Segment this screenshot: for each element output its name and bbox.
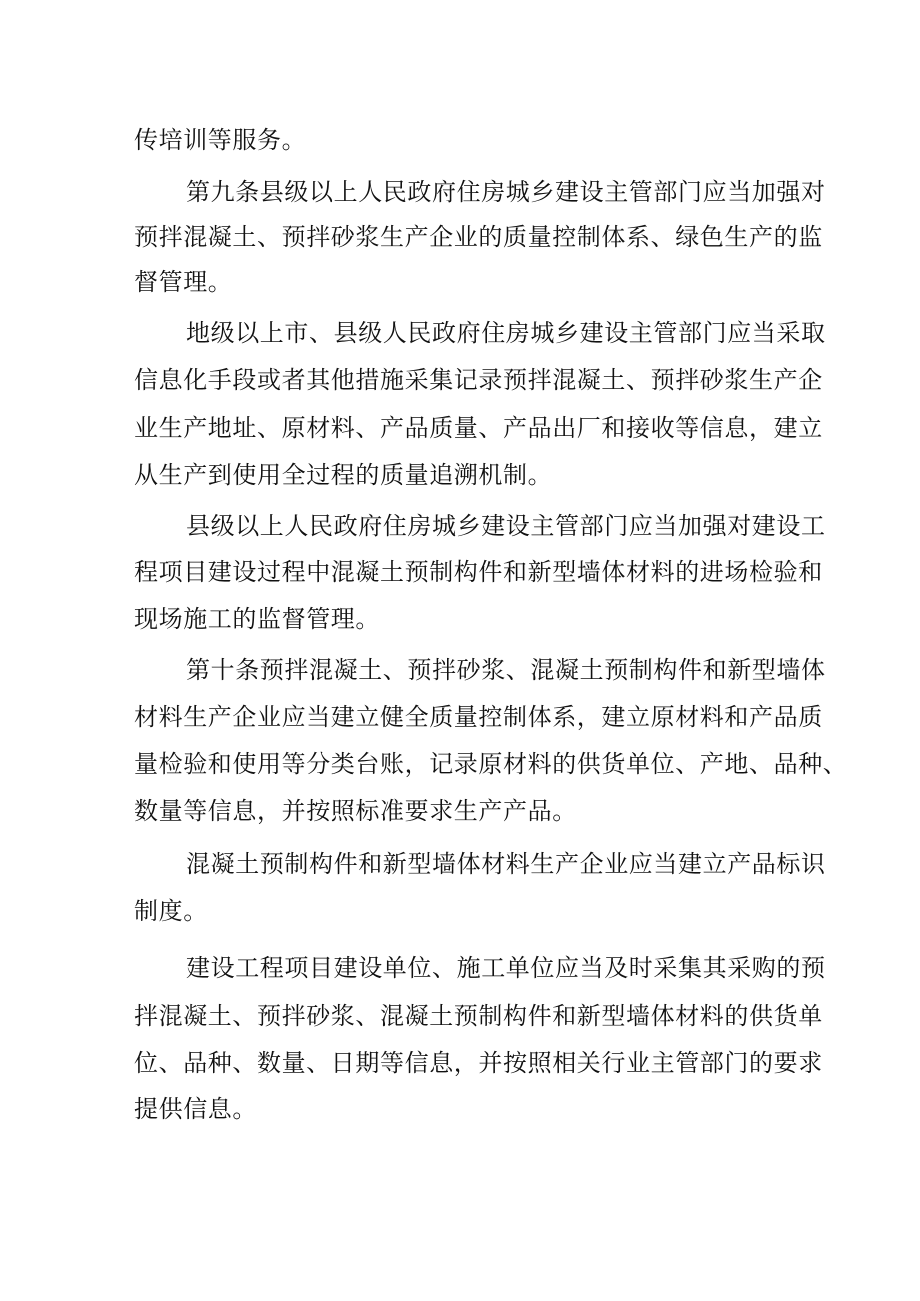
paragraph-line: 提供信息。 bbox=[134, 1095, 257, 1123]
paragraph-line: 建设工程项目建设单位、施工单位应当及时采集其采购的预 bbox=[186, 954, 826, 982]
paragraph-line: 传培训等服务。 bbox=[134, 126, 307, 154]
paragraph-line: 制度。 bbox=[134, 897, 208, 925]
paragraph-line: 业生产地址、原材料、产品质量、产品出厂和接收等信息，建立 bbox=[134, 414, 823, 442]
paragraph-line: 县级以上人民政府住房城乡建设主管部门应当加强对建设工 bbox=[186, 512, 826, 540]
paragraph-line: 数量等信息，并按照标准要求生产产品。 bbox=[134, 797, 577, 825]
paragraph-line: 督管理。 bbox=[134, 268, 233, 296]
paragraph-line: 预拌混凝土、预拌砂浆生产企业的质量控制体系、绿色生产的监 bbox=[134, 223, 823, 251]
paragraph-line: 第九条县级以上人民政府住房城乡建设主管部门应当加强对 bbox=[186, 178, 826, 206]
paragraph-line: 程项目建设过程中混凝土预制构件和新型墙体材料的进场检验和 bbox=[134, 558, 823, 586]
paragraph-line: 混凝土预制构件和新型墙体材料生产企业应当建立产品标识 bbox=[186, 850, 826, 878]
paragraph-line: 拌混凝土、预拌砂浆、混凝土预制构件和新型墙体材料的供货单 bbox=[134, 1002, 823, 1030]
paragraph-line: 现场施工的监督管理。 bbox=[134, 605, 380, 633]
paragraph-line: 材料生产企业应当建立健全质量控制体系，建立原材料和产品质 bbox=[134, 703, 823, 731]
paragraph-line: 地级以上市、县级人民政府住房城乡建设主管部门应当采取 bbox=[186, 319, 826, 347]
paragraph-line: 从生产到使用全过程的质量追溯机制。 bbox=[134, 461, 553, 489]
paragraph-line: 量检验和使用等分类台账，记录原材料的供货单位、产地、品种、 bbox=[134, 750, 848, 778]
paragraph-line: 第十条预拌混凝土、预拌砂浆、混凝土预制构件和新型墙体 bbox=[186, 656, 826, 684]
paragraph-line: 信息化手段或者其他措施采集记录预拌混凝土、预拌砂浆生产企 bbox=[134, 366, 823, 394]
paragraph-line: 位、品种、数量、日期等信息，并按照相关行业主管部门的要求 bbox=[134, 1049, 823, 1077]
